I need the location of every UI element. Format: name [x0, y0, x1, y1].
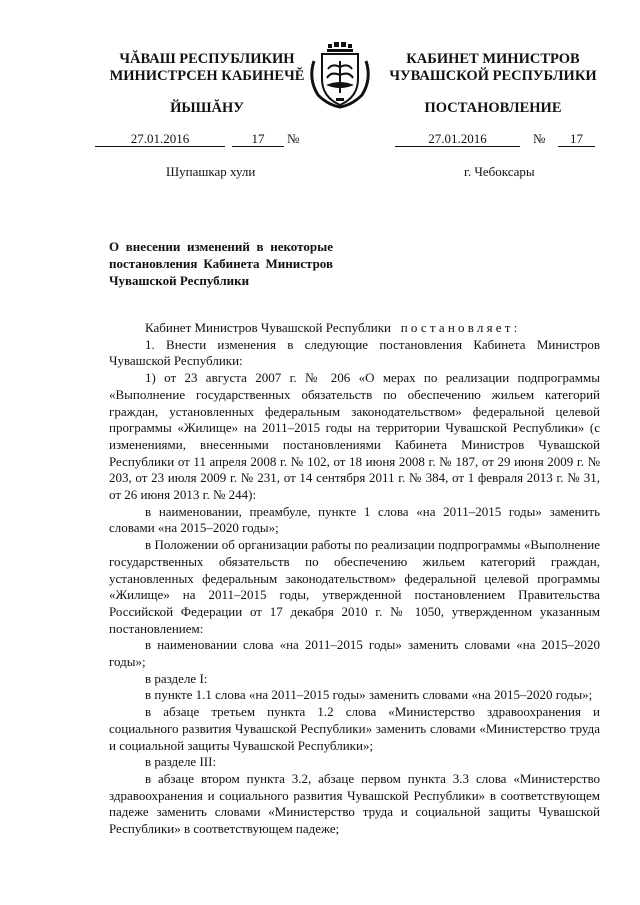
body-paragraph: в пункте 1.1 слова «на 2011–2015 годы» заменить словами «на 2015–2020 годы»; [145, 687, 593, 703]
body-paragraph: в наименовании слова «на 2011–2015 годы» заменить словами «на 2015–2020 годы»; [109, 637, 600, 670]
city-right: г. Чебоксары [464, 164, 535, 179]
intro-verb: постановляет: [400, 320, 521, 335]
header-right-line1: КАБИНЕТ МИНИСТРОВ [406, 51, 580, 67]
intro-prefix: Кабинет Министров Чувашской Республики [145, 320, 391, 335]
dateline-right [395, 131, 605, 147]
doc-type-right: ПОСТАНОВЛЕНИЕ [424, 100, 562, 116]
number-sign-right: № [533, 131, 546, 146]
body-paragraph: в Положении об организации работы по реализации подпрограммы «Выполнение государственных обязательств по обеспечению жильем категорий граждан, установленных федеральным законодательством» федеральной целевой программы «Жилище» на 2011–2015 годы, утвержденной постановлением Правительства Российской Федерации от 17 декабря 2010 г. № 1050, утвержденном указанным постановлением: [109, 537, 600, 636]
body-paragraph: в наименовании, преамбуле, пункте 1 слова «на 2011–2015 годы» заменить словами «на 2015–2020 годы»; [109, 503, 600, 536]
date-right: 27.01.2016 [395, 131, 520, 147]
doc-type-left: ЙЫШĂНУ [170, 100, 244, 116]
header-left-line1: ЧĂВАШ РЕСПУБЛИКИН [119, 51, 295, 67]
body-paragraph: в разделе III: [145, 754, 217, 770]
header-left-line2: МИНИСТРСЕН КАБИНЕЧĔ [109, 68, 305, 84]
city-left: Шупашкар хули [166, 164, 256, 179]
body-paragraph: в разделе I: [145, 670, 208, 686]
body-paragraph: 1) от 23 августа 2007 г. № 206 «О мерах по реализации подпрограммы «Выполнение государственных обязательств по обеспечению жильем категорий граждан, установленных федеральным законодательством» федеральной целевой программы «Жилище» на 2011–2015 годы на территории Чувашской Республики» (с изменениями, внесенными постановлениями Кабинета Министров Чувашской Республики от 11 апреля 2008 г. № 102, от 18 июня 2008 г. № 187, от 29 июня 2009 г. № 203, от 23 июля 2009 г. № 231, от 14 сентября 2011 г. № 384, от 1 февраля 2013 г. № 31, от 26 июня 2013 г. № 244): [109, 370, 600, 503]
header-left [92, 51, 322, 85]
number-sign-left: № [287, 131, 300, 146]
header-right [378, 51, 608, 85]
coat-of-arms-icon [300, 41, 380, 111]
body-paragraph: в абзаце третьем пункта 1.2 слова «Министерство здравоохранения и социального развития Чувашской Республики» заменить словами «Министерство труда и социальной защиты Чувашской Республики»; [109, 704, 600, 753]
document-body [109, 320, 600, 838]
number-left: 17 [232, 131, 284, 147]
intro-paragraph [109, 320, 600, 337]
number-right: 17 [558, 131, 595, 147]
header-right-line2: ЧУВАШСКОЙ РЕСПУБЛИКИ [389, 68, 597, 84]
body-paragraph: 1. Внести изменения в следующие постановления Кабинета Министров Чувашской Республики: [109, 336, 600, 369]
dateline-left [95, 131, 315, 147]
date-left: 27.01.2016 [95, 131, 225, 147]
document-title: О внесении изменений в некоторые постановления Кабинета Министров Чувашской Республики [109, 239, 333, 288]
body-paragraph: в абзаце втором пункта 3.2, абзаце первом пункта 3.3 слова «Министерство здравоохранения и социального развития Чувашской Республики» в соответствующем падеже заменить словами «Министерство труда и социальной защиты Чувашской Республики» в соответствующем падеже; [109, 770, 600, 837]
